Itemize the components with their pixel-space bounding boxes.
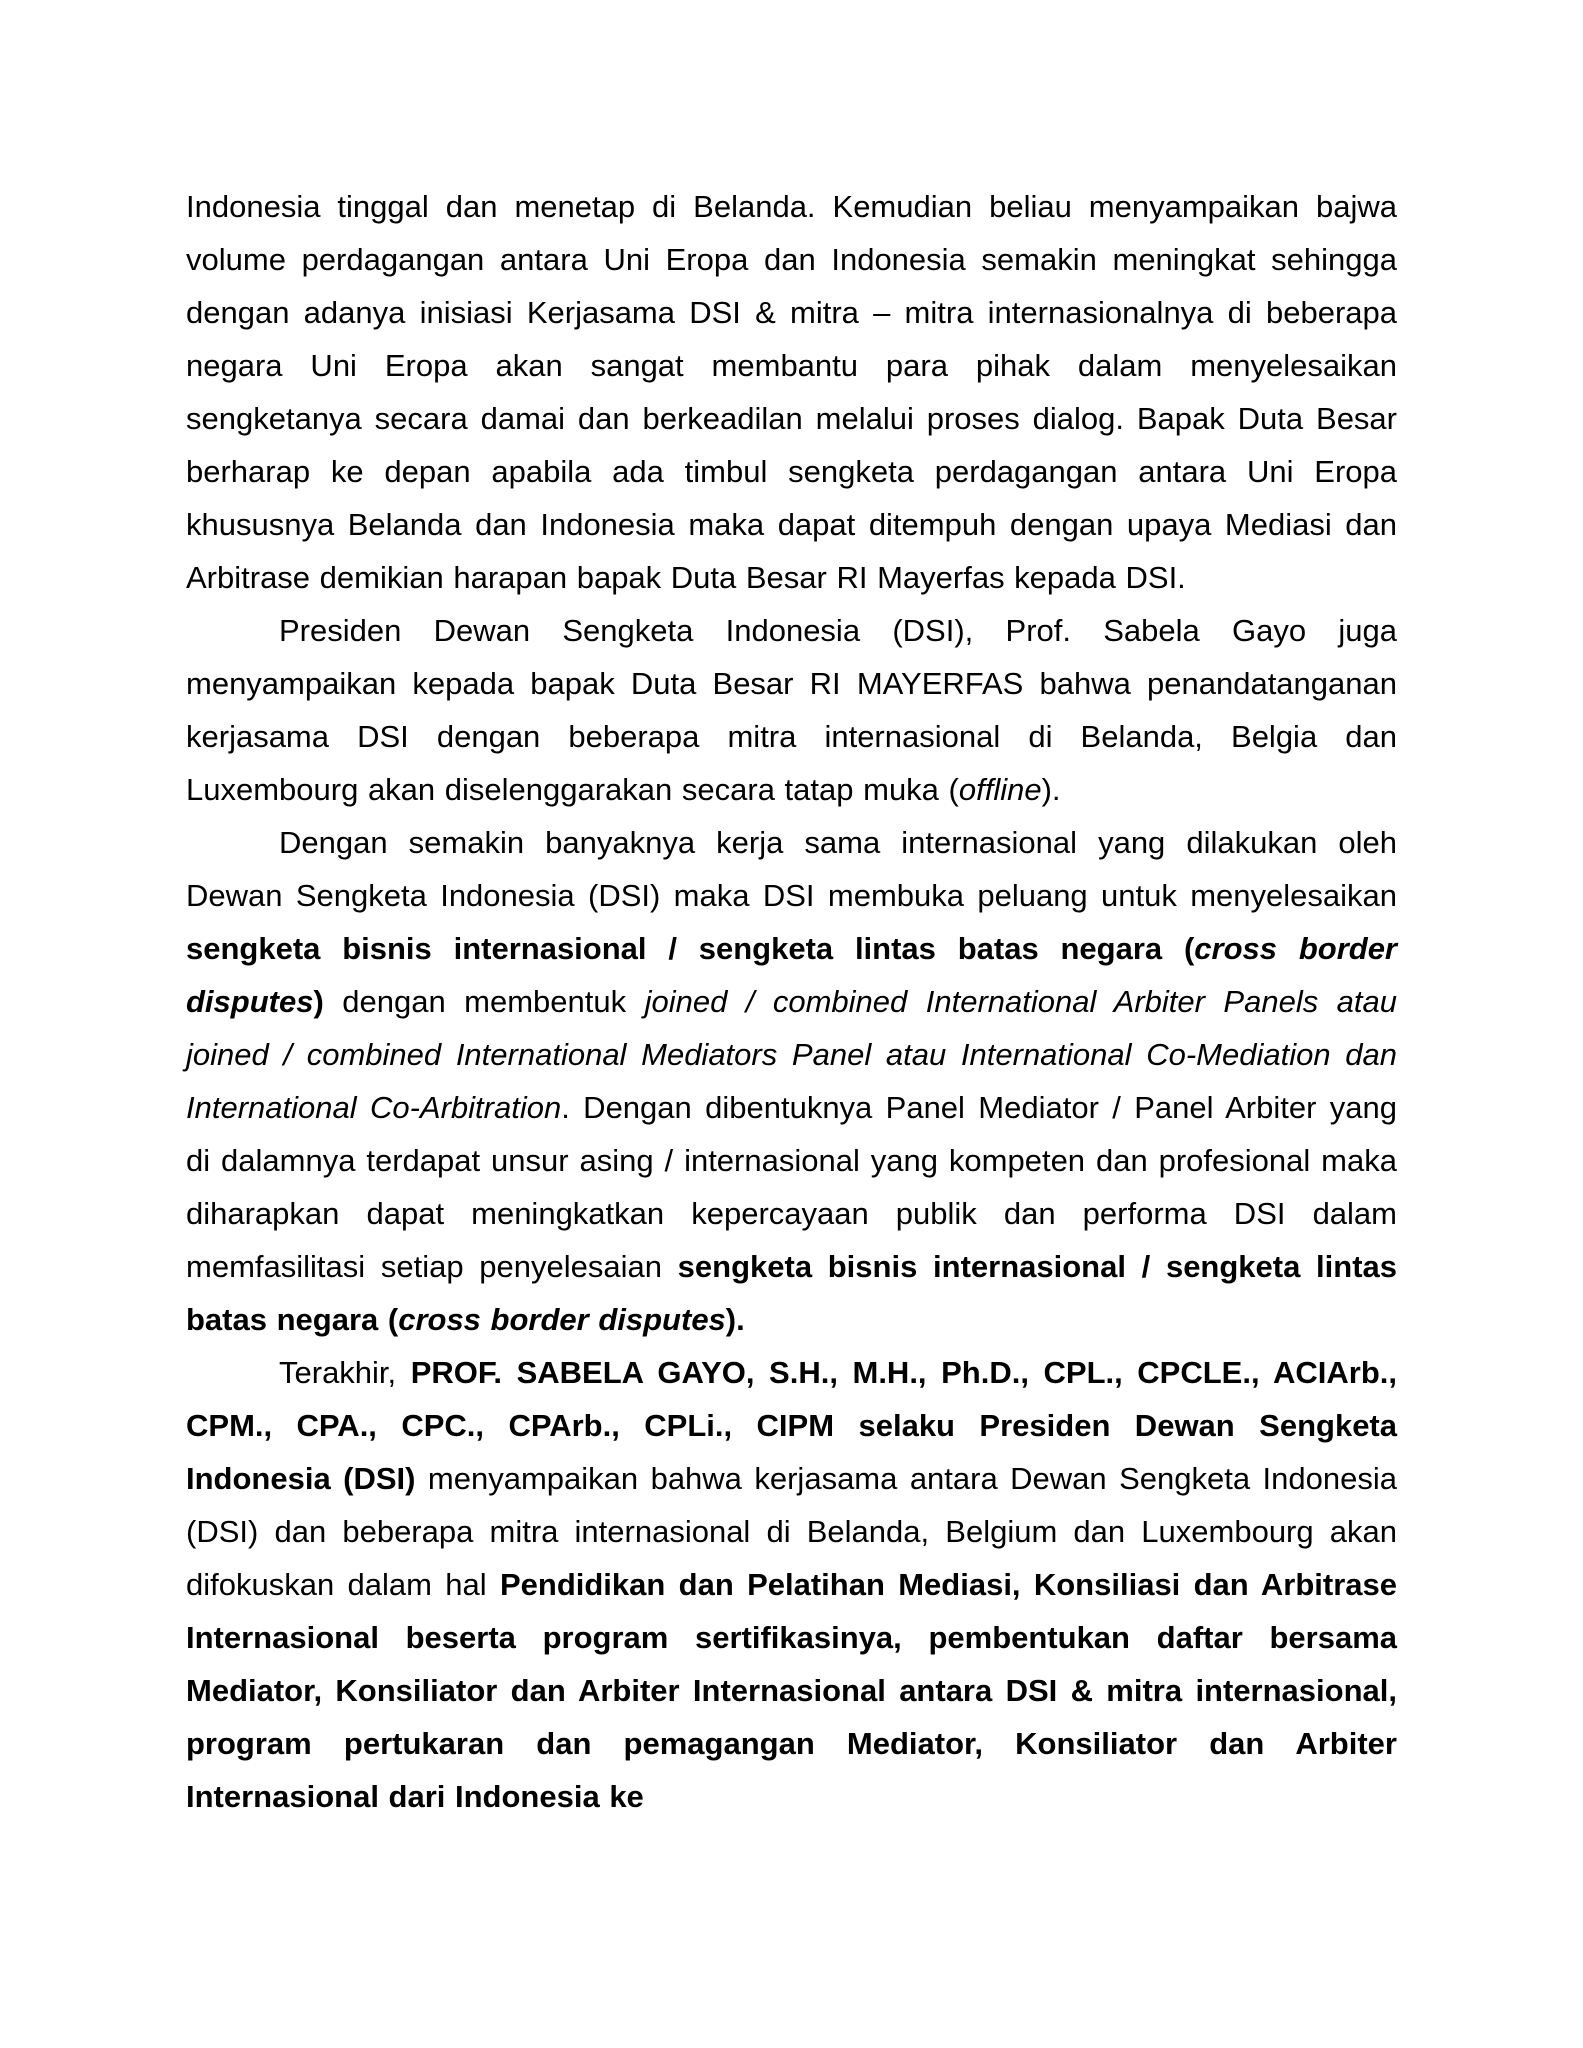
- text-run: sengketa bisnis internasional / sengketa lintas batas negara (: [186, 931, 1195, 966]
- text-run: offline: [958, 772, 1042, 807]
- text-run: Pendidikan dan Pelatihan Mediasi, Konsiliasi dan Arbitrase Internasional beserta program sertifikasinya, pembentukan daftar bersama Mediator, Konsiliator dan Arbiter Internasional antara DSI & mitra internasional, program pertukaran dan pemagangan Mediator, Konsiliator dan Arbiter Internasional dari Indonesia ke: [186, 1567, 1398, 1814]
- paragraph: [186, 604, 1397, 816]
- paragraph: [186, 1346, 1397, 1823]
- text-run: Dengan semakin banyaknya kerja sama internasional yang dilakukan oleh Dewan Sengketa Indonesia (DSI) maka DSI membuka peluang untuk menyelesaikan: [186, 825, 1397, 913]
- paragraph: [186, 180, 1397, 604]
- text-run: Presiden Dewan Sengketa Indonesia (DSI), Prof. Sabela Gayo juga menyampaikan kepada bapak Duta Besar RI MAYERFAS bahwa penandatanganan kerjasama DSI dengan beberapa mitra internasional di Belanda, Belgia dan Luxembourg akan diselenggarakan secara tatap muka (: [186, 613, 1397, 807]
- text-run: . Dengan dibentuknya Panel Mediator / Panel Arbiter yang di dalamnya terdapat unsur asing / internasional yang kompeten dan profesional maka diharapkan dapat meningkatkan kepercayaan publik dan performa DSI dalam memfasilitasi setiap penyelesaian: [186, 1090, 1397, 1284]
- text-run: PROF. SABELA GAYO, S.H., M.H., Ph.D., CPL., CPCLE., ACIArb., CPM., CPA., CPC., CPArb., CPLi., CIPM selaku Presiden Dewan Sengketa Indonesia (DSI): [186, 1355, 1397, 1496]
- text-run: ).: [725, 1302, 745, 1337]
- paragraph: [186, 816, 1397, 1346]
- text-run: dengan membentuk: [323, 984, 645, 1019]
- text-run: joined / combined International Arbiter Panels atau joined / combined International Mediators Panel atau International Co-Mediation dan International Co-Arbitration: [186, 984, 1398, 1125]
- text-run: ): [313, 984, 324, 1019]
- text-run: ).: [1041, 772, 1061, 807]
- text-run: cross border disputes: [398, 1302, 726, 1337]
- text-run: cross border disputes: [186, 931, 1397, 1019]
- text-run: Terakhir,: [279, 1355, 411, 1390]
- text-run: sengketa bisnis internasional / sengketa lintas batas negara (: [186, 1249, 1398, 1337]
- text-block: [186, 180, 1397, 1823]
- text-run: menyampaikan bahwa kerjasama antara Dewan Sengketa Indonesia (DSI) dan beberapa mitra internasional di Belanda, Belgium dan Luxembourg akan difokuskan dalam hal: [186, 1461, 1397, 1602]
- text-run: Indonesia tinggal dan menetap di Belanda. Kemudian beliau menyampaikan bajwa volume perdagangan antara Uni Eropa dan Indonesia semakin meningkat sehingga dengan adanya inisiasi Kerjasama DSI & mitra – mitra internasionalnya di beberapa negara Uni Eropa akan sangat membantu para pihak dalam menyelesaikan sengketanya secara damai dan berkeadilan melalui proses dialog. Bapak Duta Besar berharap ke depan apabila ada timbul sengketa perdagangan antara Uni Eropa khususnya Belanda dan Indonesia maka dapat ditempuh dengan upaya Mediasi dan Arbitrase demikian harapan bapak Duta Besar RI Mayerfas kepada DSI.: [186, 189, 1397, 595]
